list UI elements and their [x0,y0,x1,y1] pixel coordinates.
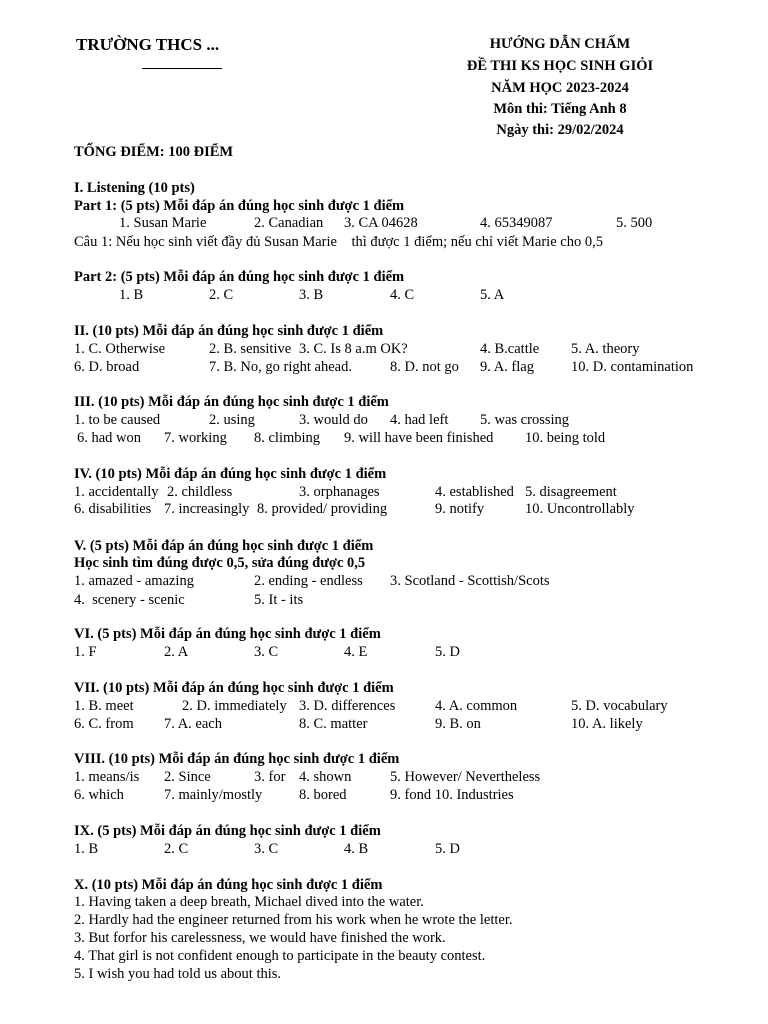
answer: 8. D. not go [390,359,459,375]
answer: 4. scenery - scenic [74,592,185,608]
section-5-row-1 [0,572,768,590]
answer: 5. D [435,644,460,660]
answer: 8. C. matter [299,716,368,732]
section-5-title: V. (5 pts) Mỗi đáp án đúng học sinh được 1 điểm [74,538,374,554]
answer: 6. C. from [74,716,134,732]
section-3-row-2 [0,429,768,447]
answer: 4. B [344,841,369,857]
section-7-row-2 [0,715,768,733]
answer: 4. had left [390,412,449,428]
section-4-row-2 [0,500,768,518]
section-6-row-1 [0,643,768,661]
answer: 10. being told [525,430,606,446]
answer: 8. climbing [254,430,321,446]
section-9-row-1 [0,840,768,858]
header-exam-date: Ngày thi: 29/02/2024 [496,122,624,138]
answer: 10. D. contamination [571,359,694,375]
answer: 3. C [254,841,279,857]
answer: 6. which [74,787,124,803]
answer: 1. amazed - amazing [74,573,194,589]
answer: 8. bored [299,787,347,803]
section-9-title: IX. (5 pts) Mỗi đáp án đúng học sinh được 1 điểm [74,823,381,839]
answer: 2. C [164,841,189,857]
answer: 3. would do [299,412,368,428]
answer: 6. had won [77,430,142,446]
answer: 7. B. No, go right ahead. [209,359,352,375]
school-name: TRƯỜNG THCS ... [76,35,220,54]
answer: 10. Uncontrollably [525,501,635,517]
answer: 9. fond 10. Industries [390,787,514,803]
section-10-answer-2: 2. Hardly had the engineer returned from his work when he wrote the letter. [74,912,513,928]
section-6-title: VI. (5 pts) Mỗi đáp án đúng học sinh được 1 điểm [74,626,381,642]
answer: 1. F [74,644,97,660]
answer: 3. C. Is 8 a.m OK? [299,341,408,357]
section-10-title: X. (10 pts) Mỗi đáp án đúng học sinh được 1 điểm [74,877,383,893]
answer: 4. shown [299,769,352,785]
answer: 3. B [299,287,324,303]
answer: 2. B. sensitive [209,341,292,357]
answer: 4. A. common [435,698,518,714]
answer: 3. D. differences [299,698,396,714]
answer: 4. established [435,484,514,500]
answer: 2. Canadian [254,215,324,231]
answer: 4. 65349087 [480,215,553,231]
answer: 1. B. meet [74,698,134,714]
answer: 3. orphanages [299,484,380,500]
answer: 7. working [164,430,227,446]
answer: 1. accidentally [74,484,159,500]
header-subject: Môn thi: Tiếng Anh 8 [493,101,627,117]
section-1-part-1-title: Part 1: (5 pts) Mỗi đáp án đúng học sinh được 1 điểm [74,198,405,214]
answer: 5. was crossing [480,412,570,428]
section-2-title: II. (10 pts) Mỗi đáp án đúng học sinh được 1 điểm [74,323,384,339]
answer: 2. ending - endless [254,573,363,589]
school-underline [142,68,222,69]
answer: 2. childless [167,484,233,500]
answer: 1. to be caused [74,412,161,428]
section-1-part-2-answers [0,286,768,304]
section-10-answer-4: 4. That girl is not confident enough to participate in the beauty contest. [74,948,486,964]
section-3-title: III. (10 pts) Mỗi đáp án đúng học sinh được 1 điểm [74,394,389,410]
section-1-title: I. Listening (10 pts) [74,180,195,196]
answer: 5. It - its [254,592,304,608]
section-4-row-1 [0,483,768,501]
answer: 7. A. each [164,716,222,732]
section-1-part-1-answers [0,214,768,232]
section-7-title: VII. (10 pts) Mỗi đáp án đúng học sinh được 1 điểm [74,680,394,696]
section-4-title: IV. (10 pts) Mỗi đáp án đúng học sinh được 1 điểm [74,466,387,482]
answer: 9. will have been finished [344,430,494,446]
answer: 4. C [390,287,415,303]
header-school-year: NĂM HỌC 2023-2024 [491,80,629,96]
section-8-row-2 [0,786,768,804]
answer: 3. for [254,769,286,785]
answer: 5. D. vocabulary [571,698,668,714]
answer: 10. A. likely [571,716,643,732]
answer: 1. Susan Marie [119,215,207,231]
section-10-answer-3: 3. But forfor his carelessness, we would have finished the work. [74,930,446,946]
answer: 4. B.cattle [480,341,540,357]
section-10-answer-1: 1. Having taken a deep breath, Michael dived into the water. [74,894,424,910]
answer: 9. B. on [435,716,481,732]
answer: 1. B [119,287,144,303]
section-8-row-1 [0,768,768,786]
section-5-row-2 [0,591,768,609]
header-title: HƯỚNG DẪN CHẤM [489,36,631,52]
answer: 9. A. flag [480,359,534,375]
section-8-title: VIII. (10 pts) Mỗi đáp án đúng học sinh được 1 điểm [74,751,400,767]
answer: 2. using [209,412,255,428]
section-1-note: Câu 1: Nếu học sinh viết đầy đủ Susan Marie thì được 1 điểm; nếu chỉ viết Marie cho 0,5 [74,234,603,250]
answer: 6. disabilities [74,501,152,517]
answer: 3. CA 04628 [344,215,418,231]
answer: 5. 500 [616,215,653,231]
answer: 7. mainly/mostly [164,787,263,803]
answer: 7. increasingly [164,501,250,517]
header-exam-name: ĐỀ THI KS HỌC SINH GIỎI [466,58,654,74]
answer: 5. D [435,841,460,857]
answer: 6. D. broad [74,359,140,375]
answer: 5. However/ Nevertheless [390,769,541,785]
answer: 5. disagreement [525,484,617,500]
section-10-answer-5: 5. I wish you had told us about this. [74,966,282,982]
answer: 5. A [480,287,505,303]
section-7-row-1 [0,697,768,715]
section-2-row-1 [0,340,768,358]
answer: 5. A. theory [571,341,640,357]
answer: 2. A [164,644,189,660]
answer: 1. B [74,841,99,857]
answer: 3. C [254,644,279,660]
answer: 2. D. immediately [182,698,287,714]
answer: 1. C. Otherwise [74,341,166,357]
total-score: TỔNG ĐIỂM: 100 ĐIỂM [74,144,234,160]
section-2-row-2 [0,358,768,376]
answer: 2. Since [164,769,211,785]
section-5-subtitle: Học sinh tìm đúng được 0,5, sửa đúng được 0,5 [74,555,366,571]
answer: 8. provided/ providing [257,501,388,517]
answer: 3. Scotland - Scottish/Scots [390,573,550,589]
section-3-row-1 [0,411,768,429]
answer: 9. notify [435,501,485,517]
answer: 4. E [344,644,368,660]
answer: 1. means/is [74,769,140,785]
section-1-part-2-title: Part 2: (5 pts) Mỗi đáp án đúng học sinh được 1 điểm [74,269,405,285]
answer: 2. C [209,287,234,303]
